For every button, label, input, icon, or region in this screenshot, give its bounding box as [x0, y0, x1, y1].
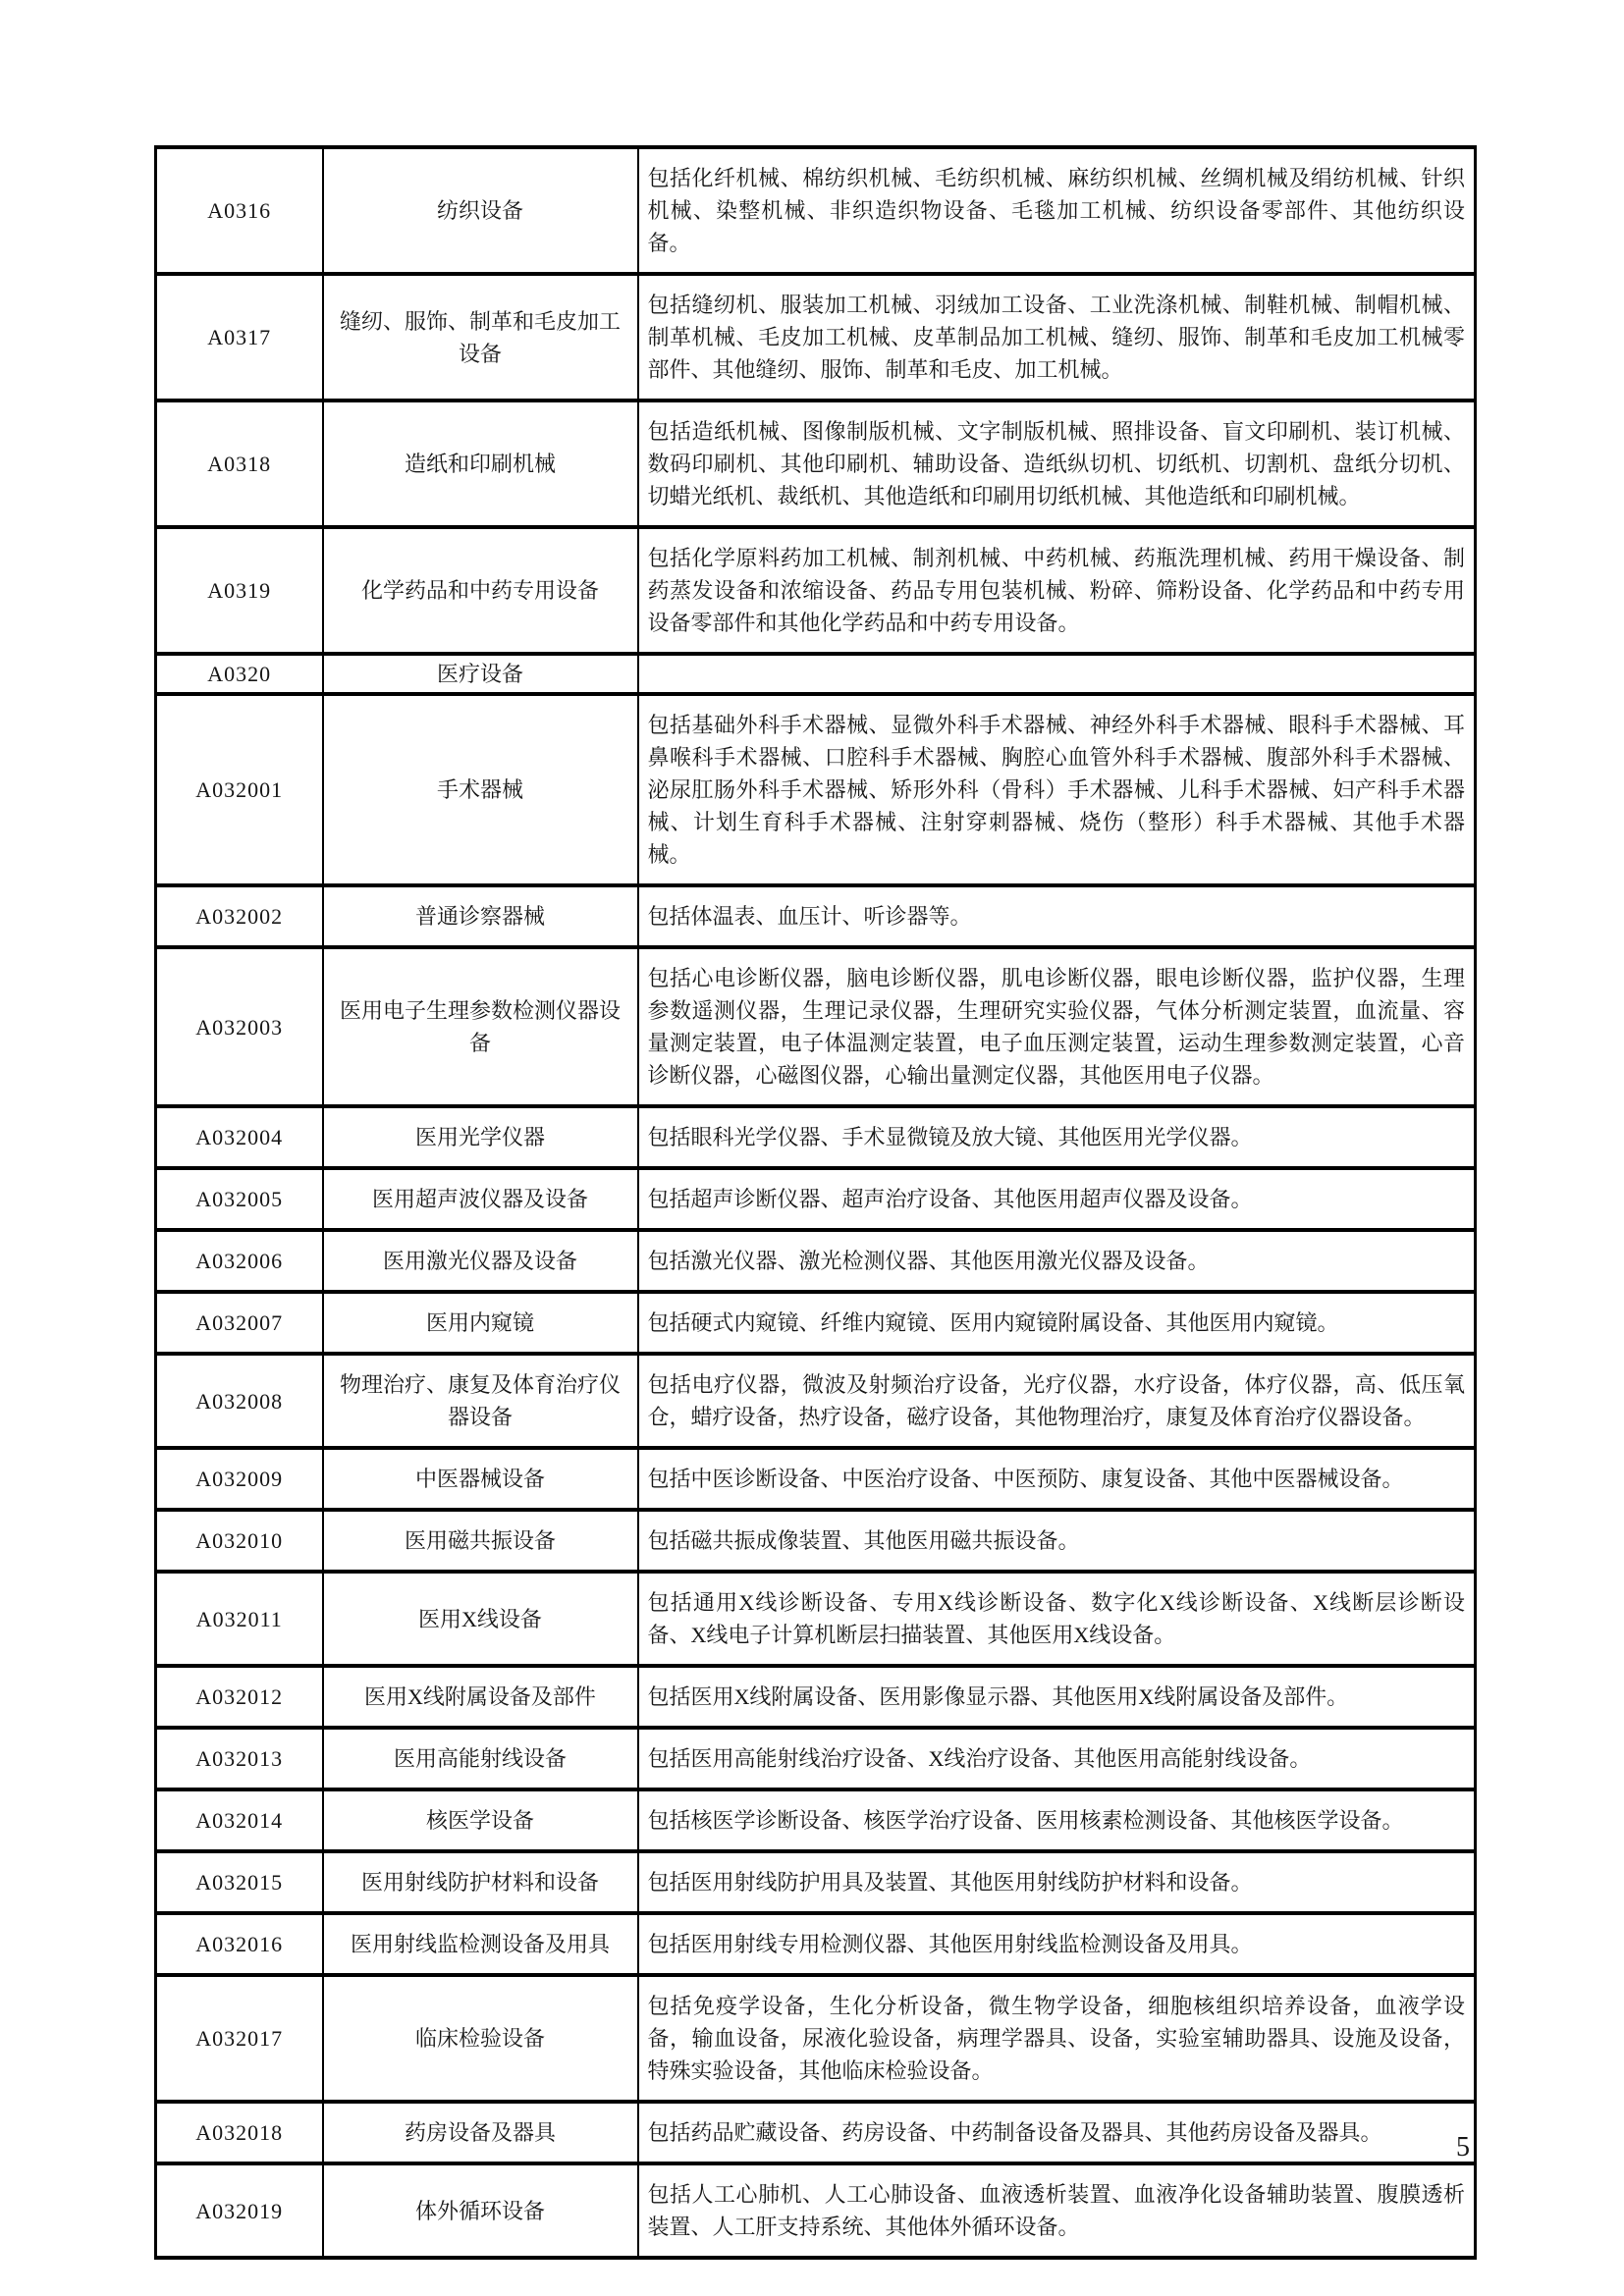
- category-description: 包括电疗仪器，微波及射频治疗设备，光疗仪器，水疗设备，体疗仪器，高、低压氧仓，蜡疗设备，热疗设备，磁疗设备，其他物理治疗，康复及体育治疗仪器设备。: [638, 1354, 1476, 1448]
- category-name: 物理治疗、康复及体育治疗仪器设备: [323, 1354, 638, 1448]
- category-name: 普通诊察器械: [323, 885, 638, 947]
- table-row: [156, 400, 1476, 527]
- category-description: 包括人工心肺机、人工心肺设备、血液透析装置、血液净化设备辅助装置、腹膜透析装置、人工肝支持系统、其他体外循环设备。: [638, 2163, 1476, 2258]
- category-code: A032008: [156, 1354, 323, 1448]
- category-name: 医用电子生理参数检测仪器设备: [323, 947, 638, 1106]
- category-code: A032006: [156, 1230, 323, 1292]
- category-name: 医疗设备: [323, 654, 638, 694]
- category-name: 医用激光仪器及设备: [323, 1230, 638, 1292]
- table-row: [156, 654, 1476, 694]
- category-description: 包括造纸机械、图像制版机械、文字制版机械、照排设备、盲文印刷机、装订机械、数码印刷机、其他印刷机、辅助设备、造纸纵切机、切纸机、切割机、盘纸分切机、切蜡光纸机、裁纸机、其他造纸和印刷用切纸机械、其他造纸和印刷机械。: [638, 400, 1476, 527]
- category-description: 包括化学原料药加工机械、制剂机械、中药机械、药瓶洗理机械、药用干燥设备、制药蒸发设备和浓缩设备、药品专用包装机械、粉碎、筛粉设备、化学药品和中药专用设备零部件和其他化学药品和中药专用设备。: [638, 527, 1476, 654]
- category-description: 包括通用X线诊断设备、专用X线诊断设备、数字化X线诊断设备、X线断层诊断设备、X线电子计算机断层扫描装置、其他医用X线设备。: [638, 1572, 1476, 1666]
- table-row: [156, 1728, 1476, 1789]
- category-code: A032018: [156, 2102, 323, 2163]
- category-description: 包括心电诊断仪器，脑电诊断仪器，肌电诊断仪器，眼电诊断仪器，监护仪器，生理参数遥测仪器，生理记录仪器，生理研究实验仪器，气体分析测定装置，血流量、容量测定装置，电子体温测定装置，电子血压测定装置，运动生理参数测定装置，心音诊断仪器，心磁图仪器，心输出量测定仪器，其他医用电子仪器。: [638, 947, 1476, 1106]
- category-name: 医用X线附属设备及部件: [323, 1666, 638, 1728]
- category-code: A0316: [156, 147, 323, 274]
- classification-table-body: [156, 147, 1476, 2258]
- category-description: 包括体温表、血压计、听诊器等。: [638, 885, 1476, 947]
- category-description: 包括激光仪器、激光检测仪器、其他医用激光仪器及设备。: [638, 1230, 1476, 1292]
- category-code: A032001: [156, 694, 323, 885]
- category-code: A032013: [156, 1728, 323, 1789]
- category-code: A032019: [156, 2163, 323, 2258]
- classification-table: [154, 145, 1477, 2260]
- table-row: [156, 2102, 1476, 2163]
- category-code: A032003: [156, 947, 323, 1106]
- table-row: [156, 947, 1476, 1106]
- category-name: 医用X线设备: [323, 1572, 638, 1666]
- category-description: 包括化纤机械、棉纺织机械、毛纺织机械、麻纺织机械、丝绸机械及绢纺机械、针织机械、染整机械、非织造织物设备、毛毯加工机械、纺织设备零部件、其他纺织设备。: [638, 147, 1476, 274]
- table-row: [156, 1572, 1476, 1666]
- category-code: A0318: [156, 400, 323, 527]
- category-code: A032014: [156, 1789, 323, 1851]
- category-code: A032007: [156, 1292, 323, 1354]
- category-name: 药房设备及器具: [323, 2102, 638, 2163]
- category-description: 包括超声诊断仪器、超声治疗设备、其他医用超声仪器及设备。: [638, 1168, 1476, 1230]
- category-code: A032009: [156, 1448, 323, 1510]
- category-description: 包括医用X线附属设备、医用影像显示器、其他医用X线附属设备及部件。: [638, 1666, 1476, 1728]
- category-description: 包括医用射线防护用具及装置、其他医用射线防护材料和设备。: [638, 1851, 1476, 1913]
- category-name: 纺织设备: [323, 147, 638, 274]
- table-row: [156, 2163, 1476, 2258]
- category-name: 医用磁共振设备: [323, 1510, 638, 1572]
- category-description: 包括硬式内窥镜、纤维内窥镜、医用内窥镜附属设备、其他医用内窥镜。: [638, 1292, 1476, 1354]
- category-code: A032002: [156, 885, 323, 947]
- table-row: [156, 694, 1476, 885]
- category-code: A0317: [156, 274, 323, 400]
- category-description: 包括医用射线专用检测仪器、其他医用射线监检测设备及用具。: [638, 1913, 1476, 1975]
- category-name: 缝纫、服饰、制革和毛皮加工设备: [323, 274, 638, 400]
- category-description: 包括医用高能射线治疗设备、X线治疗设备、其他医用高能射线设备。: [638, 1728, 1476, 1789]
- table-row: [156, 1354, 1476, 1448]
- category-name: 核医学设备: [323, 1789, 638, 1851]
- table-row: [156, 1913, 1476, 1975]
- category-name: 医用射线监检测设备及用具: [323, 1913, 638, 1975]
- category-description: 包括中医诊断设备、中医治疗设备、中医预防、康复设备、其他中医器械设备。: [638, 1448, 1476, 1510]
- table-row: [156, 1230, 1476, 1292]
- table-row: [156, 1975, 1476, 2102]
- table-row: [156, 1292, 1476, 1354]
- category-name: 中医器械设备: [323, 1448, 638, 1510]
- category-name: 临床检验设备: [323, 1975, 638, 2102]
- category-code: A032010: [156, 1510, 323, 1572]
- category-code: A032011: [156, 1572, 323, 1666]
- category-description: 包括药品贮藏设备、药房设备、中药制备设备及器具、其他药房设备及器具。: [638, 2102, 1476, 2163]
- category-name: 医用射线防护材料和设备: [323, 1851, 638, 1913]
- category-code: A032012: [156, 1666, 323, 1728]
- category-name: 医用高能射线设备: [323, 1728, 638, 1789]
- table-row: [156, 1510, 1476, 1572]
- table-row: [156, 274, 1476, 400]
- table-row: [156, 1666, 1476, 1728]
- category-code: A032015: [156, 1851, 323, 1913]
- category-description: [638, 654, 1476, 694]
- category-code: A032016: [156, 1913, 323, 1975]
- category-description: 包括基础外科手术器械、显微外科手术器械、神经外科手术器械、眼科手术器械、耳鼻喉科手术器械、口腔科手术器械、胸腔心血管外科手术器械、腹部外科手术器械、泌尿肛肠外科手术器械、矫形外科（骨科）手术器械、儿科手术器械、妇产科手术器械、计划生育科手术器械、注射穿刺器械、烧伤（整形）科手术器械、其他手术器械。: [638, 694, 1476, 885]
- category-name: 医用内窥镜: [323, 1292, 638, 1354]
- table-row: [156, 885, 1476, 947]
- page-number: 5: [1456, 2132, 1470, 2163]
- category-name: 造纸和印刷机械: [323, 400, 638, 527]
- category-description: 包括缝纫机、服装加工机械、羽绒加工设备、工业洗涤机械、制鞋机械、制帽机械、制革机械、毛皮加工机械、皮革制品加工机械、缝纫、服饰、制革和毛皮加工机械零部件、其他缝纫、服饰、制革和毛皮、加工机械。: [638, 274, 1476, 400]
- table-row: [156, 1448, 1476, 1510]
- category-code: A0319: [156, 527, 323, 654]
- classification-table-container: [154, 145, 1477, 2260]
- table-row: [156, 1106, 1476, 1168]
- category-name: 化学药品和中药专用设备: [323, 527, 638, 654]
- table-row: [156, 1789, 1476, 1851]
- category-description: 包括免疫学设备，生化分析设备，微生物学设备，细胞核组织培养设备，血液学设备，输血设备，尿液化验设备，病理学器具、设备，实验室辅助器具、设施及设备，特殊实验设备，其他临床检验设备。: [638, 1975, 1476, 2102]
- table-row: [156, 1168, 1476, 1230]
- category-code: A032017: [156, 1975, 323, 2102]
- category-name: 医用光学仪器: [323, 1106, 638, 1168]
- category-description: 包括核医学诊断设备、核医学治疗设备、医用核素检测设备、其他核医学设备。: [638, 1789, 1476, 1851]
- category-code: A032005: [156, 1168, 323, 1230]
- table-row: [156, 1851, 1476, 1913]
- category-code: A032004: [156, 1106, 323, 1168]
- category-name: 医用超声波仪器及设备: [323, 1168, 638, 1230]
- category-description: 包括磁共振成像装置、其他医用磁共振设备。: [638, 1510, 1476, 1572]
- table-row: [156, 527, 1476, 654]
- table-row: [156, 147, 1476, 274]
- category-name: 体外循环设备: [323, 2163, 638, 2258]
- category-code: A0320: [156, 654, 323, 694]
- category-description: 包括眼科光学仪器、手术显微镜及放大镜、其他医用光学仪器。: [638, 1106, 1476, 1168]
- category-name: 手术器械: [323, 694, 638, 885]
